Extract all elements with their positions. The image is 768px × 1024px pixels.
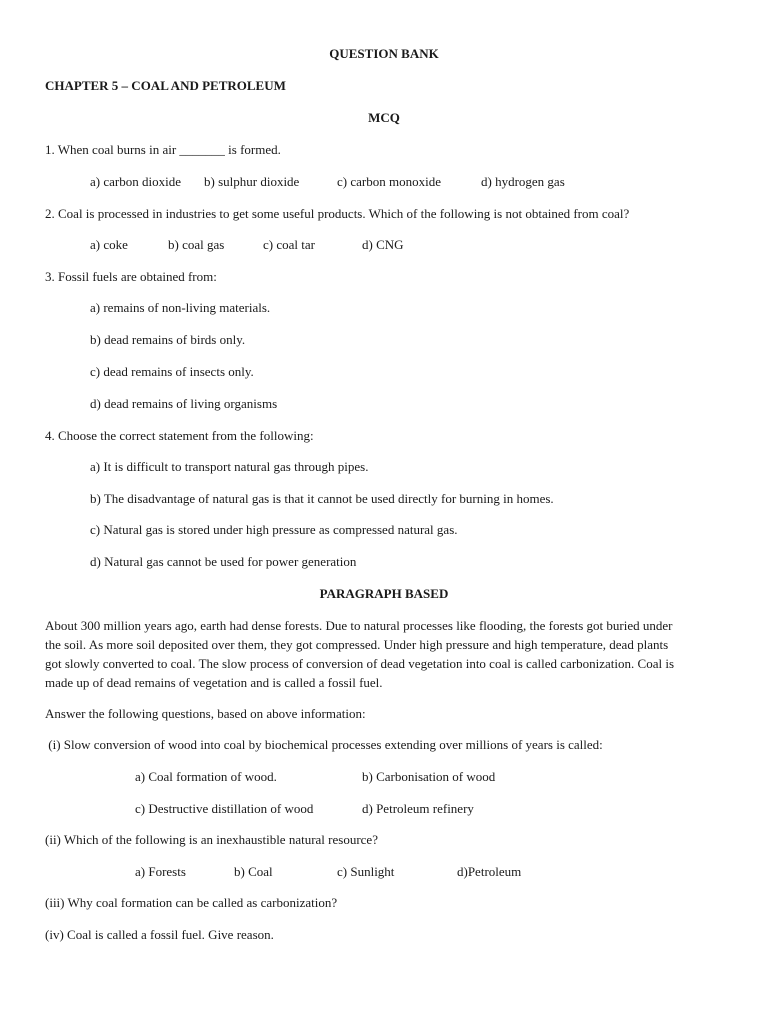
mcq-1-option-c: c) carbon monoxide <box>337 174 441 189</box>
mcq-2-option-a: a) coke <box>90 237 128 252</box>
sub-1-option-a: a) Coal formation of wood. <box>135 769 277 784</box>
mcq-question-3: 3. Fossil fuels are obtained from: <box>45 269 217 284</box>
passage-line-1: About 300 million years ago, earth had dense forests. Due to natural processes like flooding, the forests got buried under <box>45 618 673 633</box>
sub-1-option-b: b) Carbonisation of wood <box>362 769 496 784</box>
mcq-question-4: 4. Choose the correct statement from the following: <box>45 428 314 443</box>
mcq-question-2: 2. Coal is processed in industries to get some useful products. Which of the following is not obtained from coal? <box>45 206 630 221</box>
sub-1-option-c: c) Destructive distillation of wood <box>135 801 314 816</box>
sub-question-4: (iv) Coal is called a fossil fuel. Give reason. <box>45 927 274 942</box>
sub-2-option-a: a) Forests <box>135 864 186 879</box>
mcq-3-option-b: b) dead remains of birds only. <box>90 332 246 347</box>
passage <box>45 616 725 692</box>
sub-2-option-b: b) Coal <box>234 864 273 879</box>
paragraph-heading: PARAGRAPH BASED <box>319 586 449 601</box>
mcq-2-option-c: c) coal tar <box>263 237 315 252</box>
mcq-2-option-d: d) CNG <box>362 237 404 252</box>
instruction-text: Answer the following questions, based on above information: <box>45 706 366 721</box>
mcq-4-option-b: b) The disadvantage of natural gas is that it cannot be used directly for burning in homes. <box>90 491 554 506</box>
mcq-4-option-a: a) It is difficult to transport natural gas through pipes. <box>90 459 369 474</box>
mcq-1-option-b: b) sulphur dioxide <box>204 174 300 189</box>
mcq-1-option-a: a) carbon dioxide <box>90 174 181 189</box>
mcq-heading: MCQ <box>368 110 400 125</box>
chapter-heading: CHAPTER 5 – COAL AND PETROLEUM <box>45 78 286 93</box>
passage-line-2: the soil. As more soil deposited over them, they got compressed. Under high pressure and high temperature, dead plants <box>45 637 669 652</box>
sub-question-1: (i) Slow conversion of wood into coal by biochemical processes extending over millions of years is called: <box>45 737 603 752</box>
sub-2-option-c: c) Sunlight <box>337 864 395 879</box>
sub-1-option-d: d) Petroleum refinery <box>362 801 474 816</box>
sub-question-3: (iii) Why coal formation can be called as carbonization? <box>45 895 338 910</box>
sub-2-option-d: d)Petroleum <box>457 864 522 879</box>
mcq-1-option-d: d) hydrogen gas <box>481 174 565 189</box>
mcq-4-option-c: c) Natural gas is stored under high pressure as compressed natural gas. <box>90 522 458 537</box>
mcq-3-option-a: a) remains of non-living materials. <box>90 300 271 315</box>
mcq-question-1: 1. When coal burns in air _______ is formed. <box>45 142 281 157</box>
page-title: QUESTION BANK <box>329 46 439 61</box>
sub-question-2: (ii) Which of the following is an inexhaustible natural resource? <box>45 832 378 847</box>
mcq-3-option-d: d) dead remains of living organisms <box>90 396 278 411</box>
mcq-2-option-b: b) coal gas <box>168 237 225 252</box>
passage-line-3: got slowly converted to coal. The slow process of conversion of dead vegetation into coal is called carbonization. Coal is <box>45 656 675 671</box>
mcq-4-option-d: d) Natural gas cannot be used for power generation <box>90 554 357 569</box>
passage-line-4: made up of dead remains of vegetation and is called a fossil fuel. <box>45 675 383 690</box>
mcq-3-option-c: c) dead remains of insects only. <box>90 364 254 379</box>
